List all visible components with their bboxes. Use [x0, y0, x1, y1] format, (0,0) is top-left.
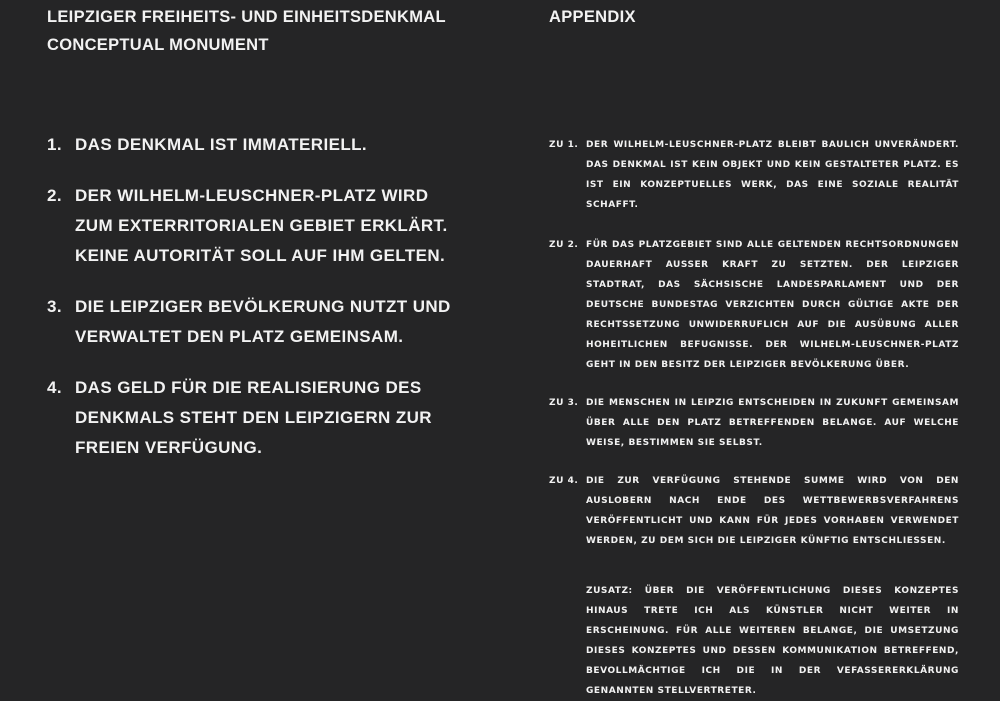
appendix-title: APPENDIX	[549, 8, 636, 26]
principle-item-1	[47, 130, 467, 160]
right-column	[549, 3, 959, 696]
principle-number: 2.	[47, 186, 62, 205]
note-text: DER WILHELM-LEUSCHNER-PLATZ BLEIBT BAULICH UNVERÄNDERT. DAS DENKMAL IST KEIN OBJEKT UND KEIN GESTALTETER PLATZ. ES IST EIN KONZEPTUELLES WERK, DAS EINE SOZIALE REALITÄT SCHAFFT.	[586, 140, 959, 210]
note-ref: ZU 1.	[549, 140, 579, 150]
principle-number: 1.	[47, 135, 62, 154]
appendix-note-3	[549, 393, 959, 453]
note-text: FÜR DAS PLATZGEBIET SIND ALLE GELTENDEN RECHTSORDNUNGEN DAUERHAFT AUSSER KRAFT ZU SETZTEN. DER LEIPZIGER STADTRAT, DAS SÄCHSISCHE LANDESPARLAMENT UND DER DEUTSCHE BUNDESTAG VERZICHTEN DURCH GÜLTIGE AKTE DER RECHTSSETZUNG UNWIDERRUFLICH AUF DIE AUSÜBUNG ALLER HOHEITLICHEN BEFUGNISSE. DER WILHELM-LEUSCHNER-PLATZ GEHT IN DEN BESITZ DER LEIPZIGER BEVÖLKERUNG ÜBER.	[586, 240, 959, 370]
principles-list	[47, 130, 467, 484]
left-column	[47, 3, 467, 457]
principle-text: DER WILHELM-LEUSCHNER-PLATZ WIRD ZUM EXTERRITORIALEN GEBIET ERKLÄRT. KEINE AUTORITÄT SOLL AUF IHM GELTEN.	[75, 186, 448, 265]
principle-item-4	[47, 373, 467, 463]
note-text: DIE MENSCHEN IN LEIPZIG ENTSCHEIDEN IN ZUKUNFT GEMEINSAM ÜBER ALLE DEN PLATZ BETREFFENDEN BELANGE. AUF WELCHE WEISE, BESTIMMEN SIE SELBST.	[586, 398, 959, 448]
principle-item-3	[47, 292, 467, 352]
note-ref: ZU 4.	[549, 476, 579, 486]
monument-title	[47, 3, 467, 59]
appendix-note-1	[549, 135, 959, 215]
appendix-note-4	[549, 471, 959, 551]
principle-number: 4.	[47, 378, 62, 397]
note-ref: ZU 3.	[549, 398, 579, 408]
note-text: DIE ZUR VERFÜGUNG STEHENDE SUMME WIRD VON DEN AUSLOBERN NACH ENDE DES WETTBEWERBSVERFAHRENS VERÖFFENTLICHT UND KANN FÜR JEDES VORHABEN VERWENDET WERDEN, ZU DEM SICH DIE LEIPZIGER KÜNFTIG ENTSCHLIESSEN.	[586, 476, 959, 546]
addendum-text: ZUSATZ: ÜBER DIE VERÖFFENTLICHUNG DIESES KONZEPTES HINAUS TRETE ICH ALS KÜNSTLER NICHT WEITER IN ERSCHEINUNG. FÜR ALLE WEITEREN BELANGE, DIE UMSETZUNG DIESES KONZEPTES UND DESSEN KOMMUNIKATION BETREFFEND, BEVOLLMÄCHTIGE ICH DIE IN DER VEFASSERERKLÄRUNG GENANNTEN STELLVERTRETER.	[586, 586, 959, 696]
title-line-2: CONCEPTUAL MONUMENT	[47, 36, 269, 54]
appendix-note-2	[549, 235, 959, 375]
principle-text: DAS DENKMAL IST IMMATERIELL.	[75, 135, 368, 154]
principle-number: 3.	[47, 297, 62, 316]
note-ref: ZU 2.	[549, 240, 579, 250]
appendix-notes	[549, 135, 959, 701]
title-line-1: LEIPZIGER FREIHEITS- UND EINHEITSDENKMAL	[47, 8, 446, 26]
principle-text: DIE LEIPZIGER BEVÖLKERUNG NUTZT UND VERWALTET DEN PLATZ GEMEINSAM.	[75, 297, 451, 346]
principle-text: DAS GELD FÜR DIE REALISIERUNG DES DENKMALS STEHT DEN LEIPZIGERN ZUR FREIEN VERFÜGUNG.	[75, 378, 432, 457]
principle-item-2	[47, 181, 467, 271]
